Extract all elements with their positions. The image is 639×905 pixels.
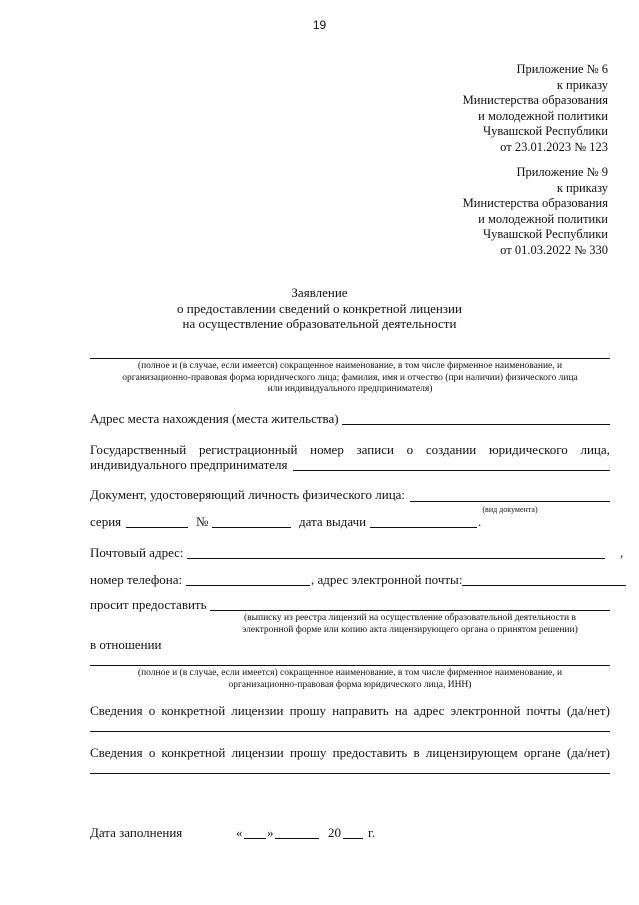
appendix-9-line: Министерства образования [462, 196, 608, 210]
request-label: просит предоставить [90, 597, 207, 612]
appendix-6-line: Министерства образования [462, 93, 608, 107]
id-document-caption: (вид документа) [482, 505, 538, 514]
period-mark: . [478, 514, 482, 529]
quote-open: « [236, 825, 243, 840]
organization-caption: (полное и (в случае, если имеется) сокращенное наименование, в том числе фирменное наименование, и организационно-правовая форма юридического лица, ИНН) [137, 668, 563, 690]
applicant-caption: (полное и (в случае, если имеется) сокращенное наименование, в том числе фирменное наименование, и организационно-правовая форма юридического лица; фамилия, имя и отчество (при наличии) физического лица или индивидуального предпринимателя) [122, 361, 578, 394]
year-suffix: г. [368, 825, 376, 840]
email-field[interactable] [462, 585, 626, 586]
fill-date-label: Дата заполнения [90, 825, 183, 840]
phone-field[interactable] [186, 585, 310, 586]
month-field[interactable] [275, 838, 319, 839]
appendix-6-line: Приложение № 6 [516, 62, 608, 76]
applicant-name-field[interactable] [90, 358, 610, 359]
appendix-6-block [463, 62, 608, 155]
number-label: № [196, 514, 209, 529]
series-label: серия [90, 514, 122, 529]
reg-number-label: Государственный регистрационный номер записи о создании юридического лица, [90, 442, 610, 457]
title-line: на осуществление образовательной деятельности [182, 316, 457, 331]
year-field[interactable] [343, 838, 363, 839]
reg-number-label-line2: индивидуального предпринимателя [90, 457, 288, 472]
title-line: о предоставлении сведений о конкретной лицензии [177, 300, 462, 316]
postal-comma: , [620, 545, 624, 560]
postal-address-field[interactable] [187, 558, 605, 559]
reg-number-field[interactable] [293, 470, 610, 471]
page-number: 19 [312, 18, 327, 32]
organization-field[interactable] [90, 665, 610, 666]
postal-address-label: Почтовый адрес: [90, 545, 184, 560]
appendix-9-line: от 01.03.2022 № 330 [500, 242, 608, 257]
appendix-9-line: и молодежной политики [478, 211, 608, 226]
request-caption: (выписку из реестра лицензий на осуществление образовательной деятельности в электронной форме или копию акта лицензирующего органа о принятом решении) [242, 613, 578, 635]
regarding-label: в отношении [90, 637, 162, 652]
id-document-field[interactable] [410, 501, 610, 502]
document-title [0, 285, 639, 332]
office-delivery-field[interactable] [90, 773, 610, 774]
appendix-9-line: к приказу [556, 180, 608, 195]
email-label: , адрес электронной почты: [311, 572, 463, 587]
address-field[interactable] [342, 424, 610, 425]
series-field[interactable] [126, 527, 188, 528]
appendix-6-line: и молодежной политики [478, 108, 608, 123]
year-prefix: 20 [328, 825, 341, 840]
request-field[interactable] [210, 610, 610, 611]
office-delivery-label: Сведения о конкретной лицензии прошу предоставить в лицензирующем органе (да/нет) [90, 745, 610, 760]
appendix-6-line: к приказу [556, 77, 608, 92]
issue-date-label: дата выдачи [299, 514, 367, 529]
address-label: Адрес места нахождения (места жительства) [90, 411, 339, 426]
day-field[interactable] [244, 838, 266, 839]
appendix-9-line: Чувашской Республики [482, 227, 608, 241]
email-delivery-field[interactable] [90, 731, 610, 732]
email-delivery-label: Сведения о конкретной лицензии прошу направить на адрес электронной почты (да/нет) [90, 703, 610, 718]
appendix-9-block [463, 165, 608, 258]
phone-label: номер телефона: [90, 572, 183, 587]
title-line: Заявление [291, 285, 348, 300]
number-field[interactable] [212, 527, 291, 528]
issue-date-field[interactable] [370, 527, 477, 528]
quote-close: » [267, 825, 274, 840]
id-document-label: Документ, удостоверяющий личность физического лица: [90, 487, 406, 502]
appendix-6-line: Чувашской Республики [482, 124, 608, 138]
appendix-6-line: от 23.01.2023 № 123 [500, 139, 608, 154]
appendix-9-line: Приложение № 9 [516, 165, 608, 179]
